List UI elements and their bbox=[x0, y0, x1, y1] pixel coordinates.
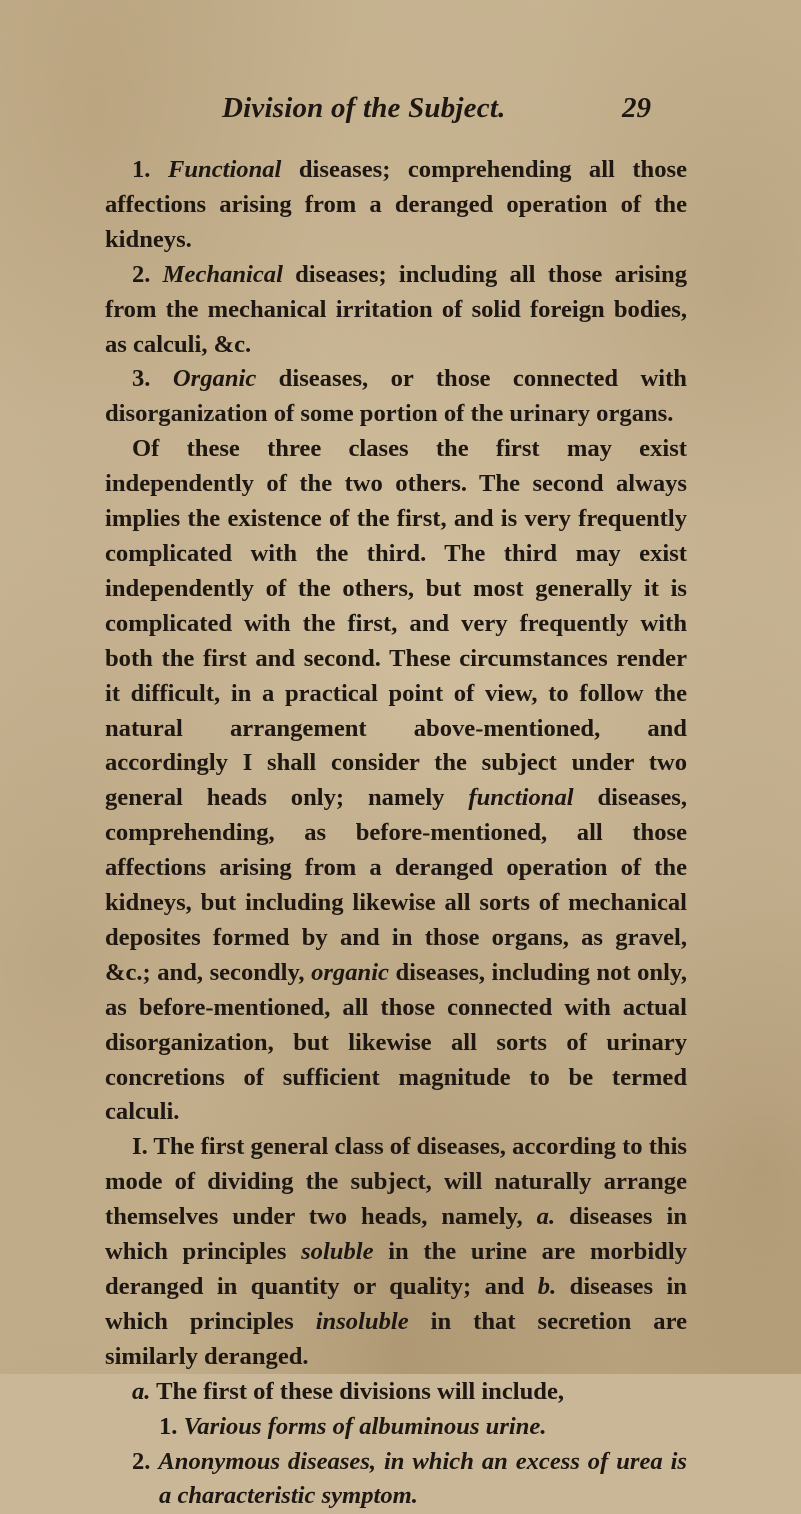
paragraph-text: diseases, or those connected with disorganization of some portion of the urinary organs. bbox=[105, 365, 687, 428]
paragraph-text: diseases in which principles bbox=[105, 1203, 687, 1266]
paragraph-text: diseases, comprehending, as before-mentioned, all those affections arising from a deranged operation of the kidneys, but including likewise all sorts of mechanical deposites formed by and in those organs, as gravel, &c.; and, secondly, bbox=[105, 784, 688, 986]
item-number: 3. bbox=[132, 365, 151, 393]
paragraph-text: The first of these divisions will include, bbox=[150, 1377, 565, 1405]
paragraph-text: diseases in which principles bbox=[105, 1273, 687, 1335]
paragraph-functional bbox=[105, 153, 687, 258]
list-item-urea bbox=[105, 1445, 687, 1514]
term-functional-lower: functional bbox=[468, 784, 574, 812]
term-functional: Functional bbox=[167, 156, 282, 183]
list-item-text: Anonymous diseases, in which an excess of urea is a characteristic symptom. bbox=[158, 1447, 687, 1510]
item-number: 1. bbox=[132, 156, 151, 183]
label-a: a. bbox=[536, 1203, 556, 1231]
list-item-text: Various forms of albuminous urine. bbox=[183, 1412, 547, 1440]
paragraph-text: I. The first general class of diseases, according to this mode of dividing the subject, will naturally arrange themselves under two heads, namely, bbox=[105, 1133, 687, 1231]
paragraph-text: Of these three clases the first may exist independently of the two others. The second always implies the existence of the first, and is very frequently complicated with the third. The third may exist independently of the others, but most generally it is complicated with the first, and very frequently with both the first and second. These circumstances render it difficult, in a practical point of view, to follow the natural arrangement above-mentioned, and accordingly I shall consider the subject under two general heads only; namely bbox=[105, 435, 687, 812]
paragraph-text: diseases; comprehending all those affections arising from a deranged operation of the kidneys. bbox=[105, 156, 687, 253]
label-b: b. bbox=[537, 1273, 557, 1300]
item-number: 1. bbox=[159, 1412, 178, 1440]
paragraph-text: in that secretion are similarly deranged. bbox=[105, 1307, 687, 1370]
paragraph-first-class bbox=[105, 1130, 687, 1374]
paragraph-text: in the urine are morbidly deranged in quantity or quality; and bbox=[105, 1238, 687, 1300]
page-header bbox=[0, 92, 801, 136]
term-insoluble: insoluble bbox=[315, 1307, 409, 1335]
term-organic: Organic bbox=[172, 365, 257, 393]
paragraph-divisions bbox=[105, 1375, 687, 1410]
paragraph-text: diseases, including not only, as before-mentioned, all those connected with actual disorganization, but likewise all sorts of urinary concretions of sufficient magnitude to be termed calculi. bbox=[105, 958, 687, 1126]
term-organic-lower: organic bbox=[311, 958, 389, 986]
term-mechanical: Mechanical bbox=[162, 260, 283, 288]
paragraph-organic bbox=[105, 362, 687, 432]
term-soluble: soluble bbox=[301, 1238, 374, 1266]
list-item-albuminous bbox=[105, 1410, 687, 1445]
paragraph-mechanical bbox=[105, 258, 687, 363]
running-title: Division of the Subject. bbox=[222, 92, 506, 124]
label-a: a. bbox=[132, 1377, 151, 1405]
item-number: 2. bbox=[132, 1447, 151, 1475]
item-number: 2. bbox=[132, 260, 151, 288]
page-number: 29 bbox=[622, 92, 651, 124]
body-text bbox=[105, 153, 687, 1514]
paragraph-text: diseases; including all those arising from the mechanical irritation of solid foreign bodies, as calculi, &c. bbox=[105, 260, 687, 358]
paragraph-classes bbox=[105, 432, 687, 1130]
